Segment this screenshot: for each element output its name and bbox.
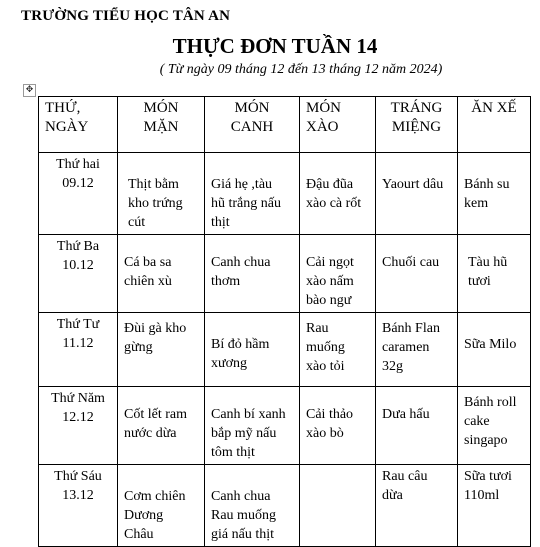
trang-mieng-cell: Bánh Flan caramen 32g [376, 313, 458, 387]
table-row [39, 387, 531, 465]
header-day: THỨ, NGÀY [39, 97, 118, 153]
xao-cell: Cải ngọt xào nấm bào ngư [300, 235, 376, 313]
day-name: Thứ Sáu [54, 469, 102, 484]
an-xe-cell: Sữa tươi 110ml [458, 465, 531, 547]
table-row [39, 235, 531, 313]
table-row [39, 313, 531, 387]
header-trang-mieng: TRÁNG MIỆNG [376, 97, 458, 153]
canh-cell: Canh chua Rau muống giá nấu thịt [205, 465, 300, 547]
xao-cell: Đậu đũa xào cà rốt [300, 153, 376, 235]
xao-cell: Rau muống xào tỏi [300, 313, 376, 387]
trang-mieng-cell: Dưa hấu [376, 387, 458, 465]
header-an-xe: ĂN XẾ [458, 97, 531, 153]
an-xe-cell: Bánh roll cake singapo [458, 387, 531, 465]
school-name: TRƯỜNG TIỂU HỌC TÂN AN [21, 8, 231, 24]
day-cell [39, 153, 118, 235]
header-xao: MÓN XÀO [300, 97, 376, 153]
day-name: Thứ hai [56, 157, 100, 172]
table-row [39, 153, 531, 235]
canh-cell: Canh bí xanh bắp mỹ nấu tôm thịt [205, 387, 300, 465]
man-cell: Cá ba sa chiên xù [118, 235, 205, 313]
day-name: Thứ Năm [51, 391, 105, 406]
an-xe-cell: Bánh su kem [458, 153, 531, 235]
trang-mieng-cell: Chuối cau [376, 235, 458, 313]
xao-cell [300, 465, 376, 547]
day-date: 09.12 [62, 176, 94, 191]
table-header-row [39, 97, 531, 153]
xao-cell: Cải thảo xào bò [300, 387, 376, 465]
day-date: 11.12 [62, 336, 94, 351]
an-xe-cell: Tàu hũ tươi [458, 235, 531, 313]
man-cell: Cơm chiên Dương Châu [118, 465, 205, 547]
day-date: 12.12 [62, 410, 94, 425]
header-man: MÓN MẶN [118, 97, 205, 153]
man-cell: Cốt lết ram nước dừa [118, 387, 205, 465]
page-title: THỰC ĐƠN TUẦN 14 [172, 34, 378, 58]
trang-mieng-cell: Yaourt dâu [376, 153, 458, 235]
canh-cell: Bí đỏ hầm xương [205, 313, 300, 387]
day-cell [39, 235, 118, 313]
canh-cell: Canh chua thơm [205, 235, 300, 313]
trang-mieng-cell: Rau câu dừa [376, 465, 458, 547]
an-xe-cell: Sữa Milo [458, 313, 531, 387]
day-cell [39, 465, 118, 547]
day-date: 13.12 [62, 488, 94, 503]
day-cell [39, 387, 118, 465]
day-cell [39, 313, 118, 387]
date-range-subtitle: ( Từ ngày 09 tháng 12 đến 13 tháng 12 năm 2024) [159, 62, 443, 77]
man-cell: Đùi gà kho gừng [118, 313, 205, 387]
menu-table [38, 96, 531, 547]
day-date: 10.12 [62, 258, 94, 273]
day-name: Thứ Ba [56, 239, 100, 254]
header-canh: MÓN CANH [205, 97, 300, 153]
table-row [39, 465, 531, 547]
canh-cell: Giá hẹ ,tàu hũ trắng nấu thịt [205, 153, 300, 235]
day-name: Thứ Tư [56, 317, 100, 332]
man-cell: Thịt bằm kho trứng cút [118, 153, 205, 235]
table-move-handle-icon[interactable]: ✥ [23, 84, 36, 97]
